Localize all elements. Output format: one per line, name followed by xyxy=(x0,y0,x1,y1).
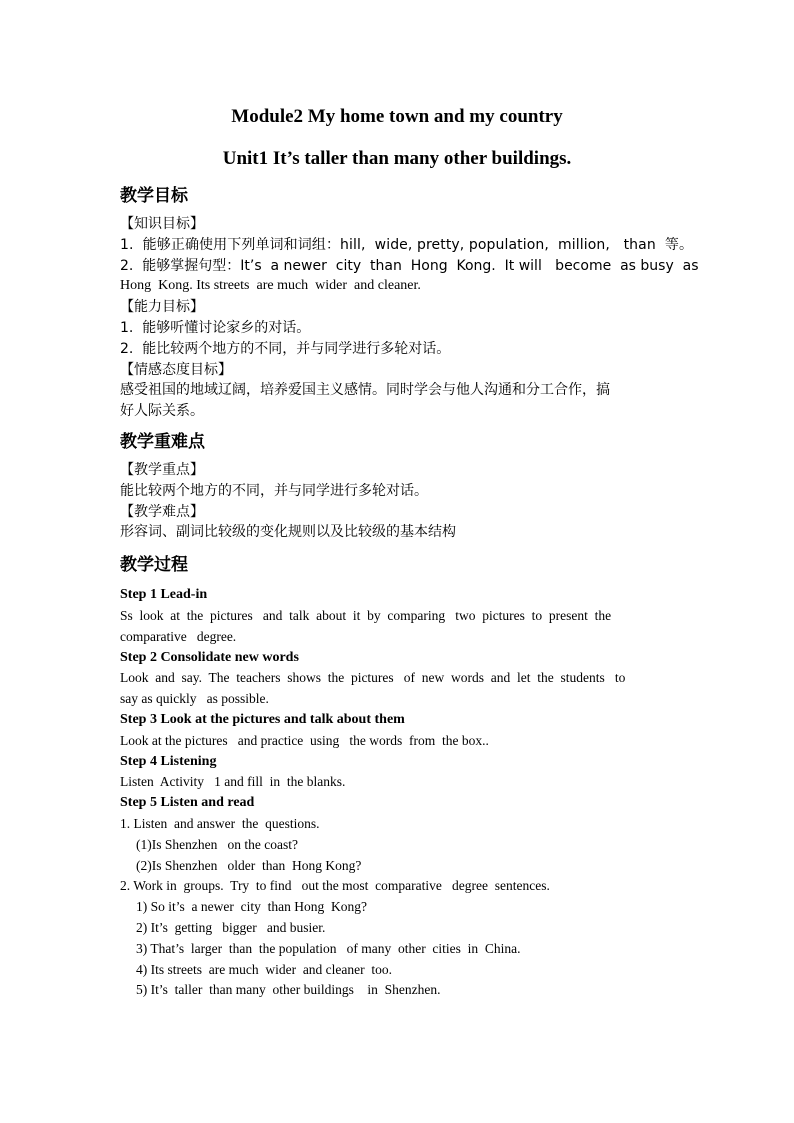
section-heading-objectives: 教学目标 xyxy=(120,186,188,206)
step-5-item-1: 1. Listen and answer the questions. xyxy=(120,815,320,831)
step-4-text: Listen Activity 1 and fill in the blanks. xyxy=(120,774,346,790)
step-5-title: Step 5 Listen and read xyxy=(120,795,255,811)
section-heading-process: 教学过程 xyxy=(120,555,188,576)
focus-heading: 【教学重点】 xyxy=(120,461,204,478)
unit-title: Unit1 It’s taller than many other buildings. xyxy=(222,148,572,169)
step-5-sentence-5: 5) It’s taller than many other buildings in Shenzhen. xyxy=(136,982,441,998)
step-2-text-line-2: say as quickly as possible. xyxy=(120,691,269,707)
step-5-sentence-2: 2) It’s getting bigger and busier. xyxy=(136,919,326,935)
step-5-item-1-question-2: (2)Is Shenzhen older than Hong Kong? xyxy=(136,857,362,873)
ability-item-2: 2. 能比较两个地方的不同，并与同学进行多轮对话。 xyxy=(120,340,451,357)
document-content xyxy=(120,104,699,1001)
difficulty-text: 形容词、副词比较级的变化规则以及比较级的基本结构 xyxy=(120,524,456,541)
knowledge-item-2-line-1: 2. 能够掌握句型：It’s a newer city than Hong Kong. It will become as busy as xyxy=(120,257,699,274)
attitude-text-line-1: 感受祖国的地域辽阔，培养爱国主义感情。同时学会与他人沟通和分工合作，搞 xyxy=(120,382,610,399)
step-2-text-line-1: Look and say. The teachers shows the pictures of new words and let the students to xyxy=(120,670,626,686)
module-title: Module2 My home town and my country xyxy=(231,106,563,127)
step-2-title: Step 2 Consolidate new words xyxy=(120,649,299,665)
ability-heading: 【能力目标】 xyxy=(120,299,204,316)
step-4-title: Step 4 Listening xyxy=(120,753,217,769)
knowledge-item-2-line-2: Hong Kong. Its streets are much wider and cleaner. xyxy=(120,278,421,294)
step-5-item-1-question-1: (1)Is Shenzhen on the coast? xyxy=(136,836,298,852)
knowledge-heading: 【知识目标】 xyxy=(120,216,204,232)
step-1-text-line-1: Ss look at the pictures and talk about it by comparing two pictures to present the xyxy=(120,607,612,623)
difficulty-heading: 【教学难点】 xyxy=(120,503,204,520)
step-5-sentence-1: 1) So it’s a newer city than Hong Kong? xyxy=(136,899,367,915)
step-1-title: Step 1 Lead-in xyxy=(120,587,208,603)
step-5-sentence-3: 3) That’s larger than the population of many other cities in China. xyxy=(136,940,521,956)
attitude-text-line-2: 好人际关系。 xyxy=(120,403,204,420)
knowledge-item-1: 1. 能够正确使用下列单词和词组：hill, wide, pretty, population, million, than 等。 xyxy=(120,236,694,253)
step-3-text: Look at the pictures and practice using the words from the box.. xyxy=(120,732,489,748)
attitude-heading: 【情感态度目标】 xyxy=(120,361,232,378)
step-5-item-2: 2. Work in groups. Try to find out the most comparative degree sentences. xyxy=(120,878,550,894)
ability-item-1: 1. 能够听懂讨论家乡的对话。 xyxy=(120,319,311,336)
section-heading-keypoints: 教学重难点 xyxy=(120,431,205,452)
focus-text: 能比较两个地方的不同，并与同学进行多轮对话。 xyxy=(120,482,428,499)
step-3-title: Step 3 Look at the pictures and talk about them xyxy=(120,711,405,727)
step-1-text-line-2: comparative degree. xyxy=(120,628,237,644)
step-5-sentence-4: 4) Its streets are much wider and cleaner too. xyxy=(136,961,393,977)
